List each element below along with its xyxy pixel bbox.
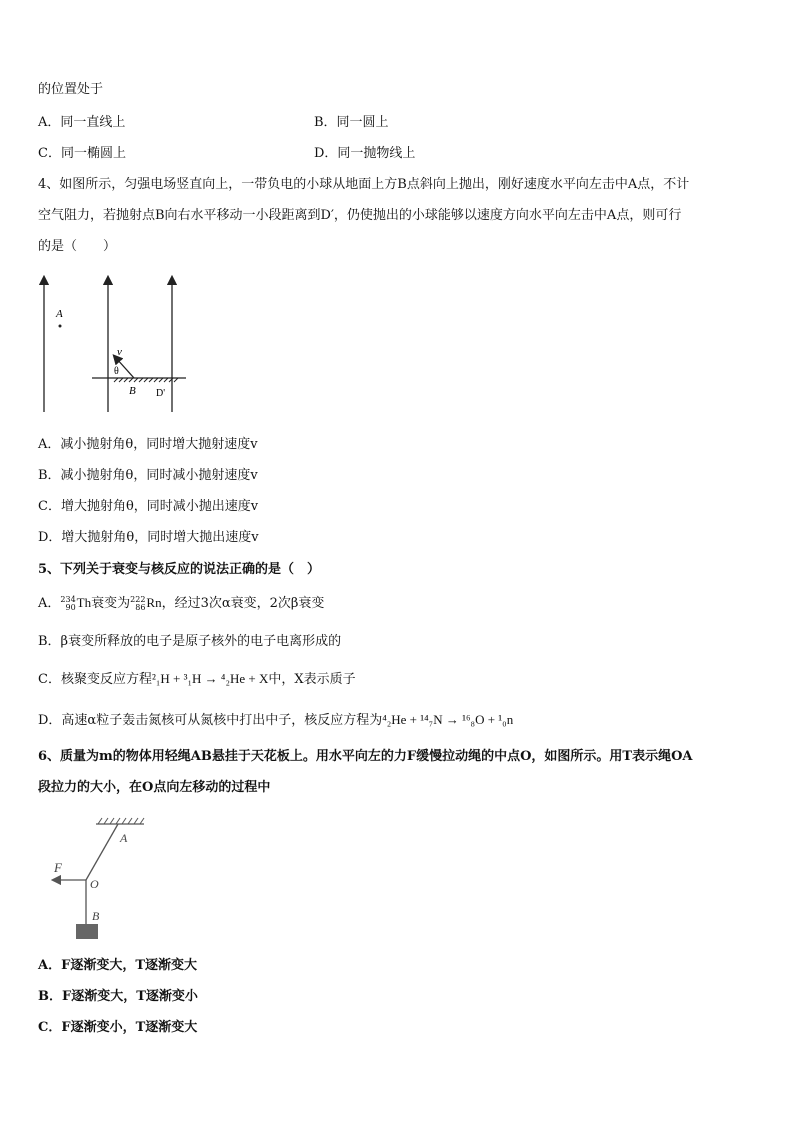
q4-stem-line-2: 空气阻力，若抛射点B向右水平移动一小段距离到D′，仍使抛出的小球能够以速度方向水平向左击中A点，则可行 xyxy=(38,208,682,223)
q6-option-c: C．F逐渐变小，T逐渐变大 xyxy=(38,1020,198,1035)
q5-option-a-prefix: A． xyxy=(38,596,61,611)
rn-isotope-numbers xyxy=(130,596,145,612)
label-theta: θ xyxy=(114,366,119,377)
q5-option-a-suffix: ，经过3次α衰变，2次β衰变 xyxy=(161,596,325,611)
q5-option-d-prefix: D．高速α粒子轰击氮核可从氮核中打出中子，核反应方程为 xyxy=(38,713,383,728)
q4-stem-line-3: 的是（ ） xyxy=(38,239,117,254)
label-a: A xyxy=(56,308,63,320)
label-d-prime: D' xyxy=(156,388,166,399)
th-symbol: Th xyxy=(76,595,92,610)
q4-option-d: D．增大抛射角θ，同时增大抛出速度v xyxy=(38,530,259,545)
q6-option-b: B．F逐渐变大，T逐渐变小 xyxy=(38,989,198,1004)
q5-option-a xyxy=(38,594,324,618)
q4-option-c: C．增大抛射角θ，同时减小抛出速度v xyxy=(38,499,259,514)
q5-option-c-prefix: C．核聚变反应方程 xyxy=(38,672,152,687)
th-mass-number: 234 xyxy=(60,594,76,604)
q4-option-b: B．减小抛射角θ，同时减小抛射速度v xyxy=(38,468,258,483)
th-isotope-numbers xyxy=(60,596,75,612)
q3-option-d: D．同一抛物线上 xyxy=(314,146,416,161)
rope-oa xyxy=(86,824,118,880)
q5-option-d xyxy=(38,711,513,730)
q3-option-a: A．同一直线上 xyxy=(38,115,126,130)
ceiling-hatching xyxy=(98,818,144,824)
q5-option-a-mid: 衰变为 xyxy=(91,596,131,611)
label-b: B xyxy=(92,909,100,923)
q4-stem-line-1: 4、如图所示，匀强电场竖直向上，一带负电的小球从地面上方B点斜向上抛出，刚好速度水平向左击中A点，不计 xyxy=(38,177,690,192)
q4-option-a: A．减小抛射角θ，同时增大抛射速度v xyxy=(38,437,258,452)
q5-stem: 5、下列关于衰变与核反应的说法正确的是（ ） xyxy=(38,562,321,577)
ground-hatching xyxy=(114,378,178,382)
q4-figure xyxy=(30,270,200,420)
q3-option-c: C．同一椭圆上 xyxy=(38,146,126,161)
q6-option-a: A．F逐渐变大，T逐渐变大 xyxy=(38,958,197,973)
point-a xyxy=(59,325,62,328)
label-b: B xyxy=(129,385,136,397)
label-f: F xyxy=(54,860,62,875)
q6-stem-line-1: 6、质量为m的物体用轻绳AB悬挂于天花板上。用水平向左的力F缓慢拉动绳的中点O，如图所示。用T表示绳OA xyxy=(38,749,693,764)
nitrogen-reaction-equation: ⁴₂He + ¹⁴₇N → ¹⁶₈O + ¹₀n xyxy=(382,712,514,727)
label-a: A xyxy=(120,831,128,845)
rn-symbol: Rn xyxy=(146,595,162,610)
label-o: O xyxy=(90,877,99,891)
q6-figure xyxy=(48,812,158,947)
rn-atomic-number: 86 xyxy=(135,602,146,612)
intro-line: 的位置处于 xyxy=(38,82,104,97)
q5-option-c-suffix: 中，X表示质子 xyxy=(268,672,356,687)
q5-option-b: B．β衰变所释放的电子是原子核外的电子电离形成的 xyxy=(38,634,342,649)
fusion-equation: ²₁H + ³₁H → ⁴₂He + X xyxy=(151,671,269,686)
rn-mass-number: 222 xyxy=(130,594,146,604)
mass-block xyxy=(76,924,98,939)
q5-option-c xyxy=(38,670,356,689)
q3-option-b: B．同一圆上 xyxy=(314,115,389,130)
label-v: v xyxy=(117,346,122,358)
th-atomic-number: 90 xyxy=(65,602,76,612)
q6-stem-line-2: 段拉力的大小，在O点向左移动的过程中 xyxy=(38,780,271,795)
